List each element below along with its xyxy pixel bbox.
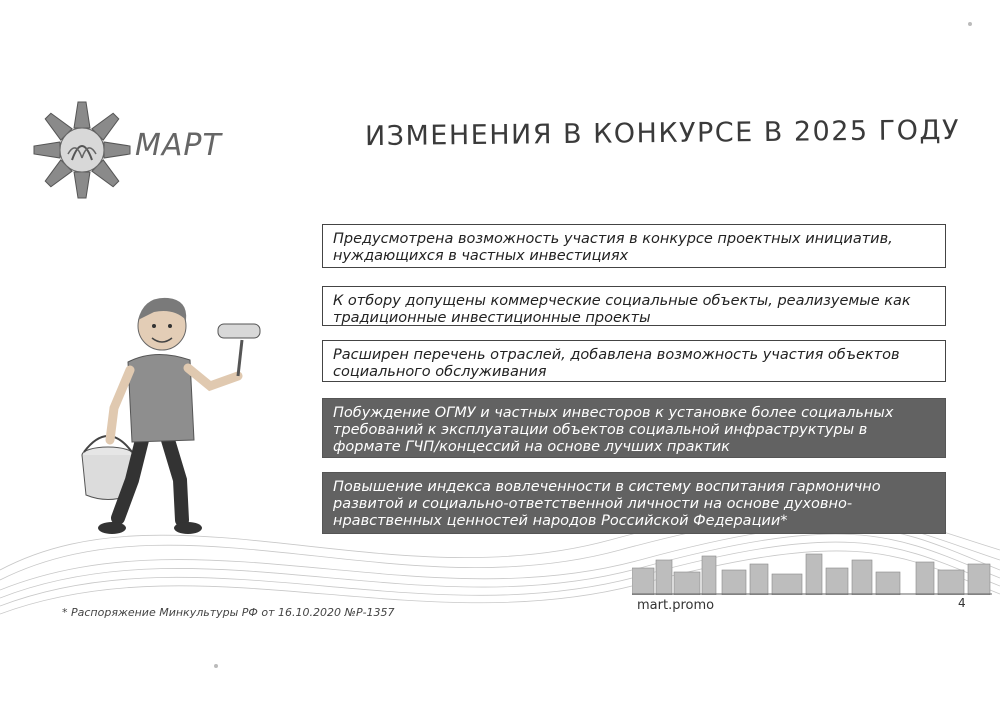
list-item: К отбору допущены коммерческие социальные объекты, реализуемые как традиционные инвестиционные проекты: [322, 286, 946, 326]
list-item: Повышение индекса вовлеченности в систему воспитания гармонично развитой и социально-ответственной личности на основе духовно-нравственных ценностей народов Российской Федерации*: [322, 472, 946, 534]
site-url: mart.promo: [637, 598, 715, 613]
list-item: Побуждение ОГМУ и частных инвесторов к установке более социальных требований к эксплуатации объектов социальной инфраструктуры в формате ГЧП/концессий на основе лучших практик: [322, 398, 946, 458]
mart-logo-icon: [30, 100, 140, 200]
painter-illustration: [70, 290, 280, 550]
list-item: Расширен перечень отраслей, добавлена возможность участия объектов социального обслуживания: [322, 340, 946, 382]
page-title: ИЗМЕНЕНИЯ В КОНКУРСЕ В 2025 ГОДУ: [364, 114, 961, 153]
scan-dot: [968, 22, 972, 26]
scan-dot: [214, 664, 218, 668]
list-item: Предусмотрена возможность участия в конкурсе проектных инициатив, нуждающихся в частных инвестициях: [322, 224, 946, 268]
footnote: * Распоряжение Минкультуры РФ от 16.10.2020 №Р-1357: [62, 606, 395, 619]
city-skyline-decoration: [632, 550, 992, 595]
brand-name: МАРТ: [135, 128, 222, 163]
page-number: 4: [958, 596, 966, 610]
